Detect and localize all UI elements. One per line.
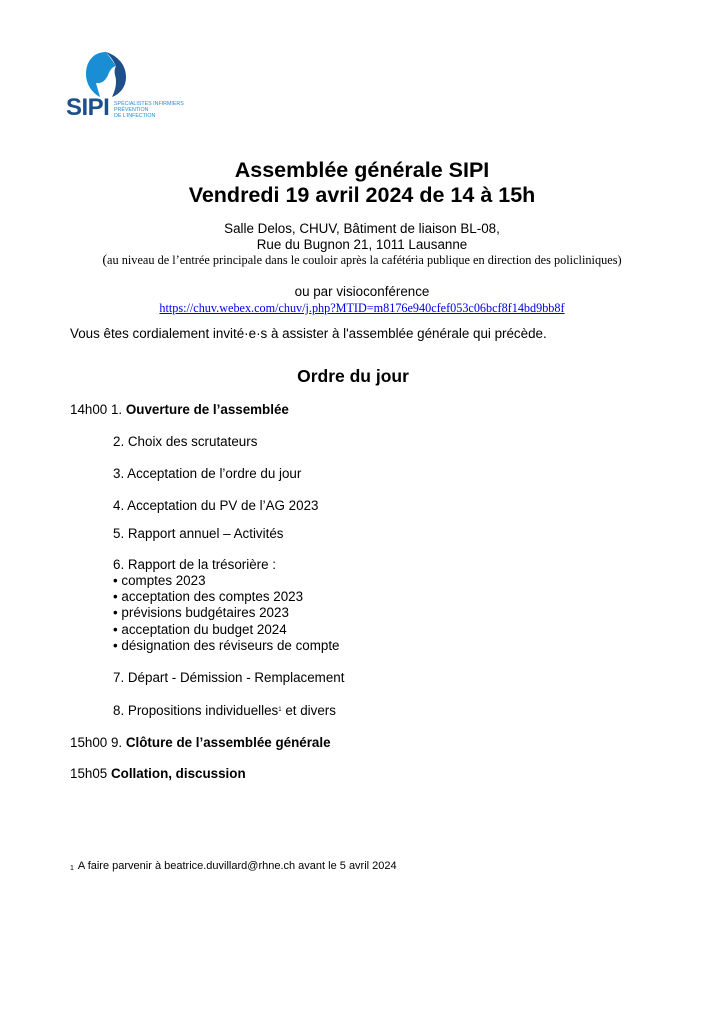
agenda-subitem: • comptes 2023: [113, 573, 206, 588]
agenda-subitem: • désignation des réviseurs de compte: [113, 638, 340, 653]
location-note-text: au niveau de l’entrée principale dans le couloir après la cafétéria publique en direction des policliniques): [107, 253, 622, 267]
agenda-subitem: • prévisions budgétaires 2023: [113, 605, 289, 620]
footnote-text: A faire parvenir à beatrice.duvillard@rhne.ch avant le 5 avril 2024: [77, 860, 397, 872]
agenda-subitem: • acceptation du budget 2024: [113, 622, 287, 637]
agenda-item-label: Ouverture de l’assemblée: [125, 402, 289, 417]
footnote-number: 1: [70, 865, 74, 872]
invitation-text: Vous êtes cordialement invité·e·s à assister à l'assemblée générale qui précède.: [70, 326, 547, 341]
agenda-title: Ordre du jour: [297, 366, 409, 386]
logo-wordmark: SIPI: [66, 94, 110, 121]
location-line-1: Salle Delos, CHUV, Bâtiment de liaison BL-08,: [224, 221, 500, 236]
agenda-item-label-end: et divers: [281, 703, 336, 718]
agenda-time: 14h00 1.: [70, 402, 126, 417]
agenda-item-2: 2. Choix des scrutateurs: [113, 434, 258, 449]
video-conference-label: ou par visioconférence: [294, 284, 430, 299]
agenda-item-10: [70, 766, 246, 783]
agenda-item-8: [113, 702, 336, 720]
sipi-logo: [64, 50, 194, 125]
location-note-paren: (: [102, 253, 108, 268]
footnote: [70, 860, 397, 872]
agenda-item-4: 4. Acceptation du PV de l’AG 2023: [113, 498, 319, 513]
agenda-item-label: Clôture de l’assemblée générale: [125, 735, 331, 750]
agenda-subitem: • acceptation des comptes 2023: [113, 589, 304, 604]
agenda-time: 15h00 9.: [70, 735, 126, 750]
agenda-item-6: 6. Rapport de la trésorière :: [113, 557, 277, 572]
location-note: [0, 253, 724, 269]
agenda-item-3: 3. Acceptation de l’ordre du jour: [113, 466, 302, 481]
webex-link[interactable]: https://chuv.webex.com/chuv/j.php?MTID=m8176e940cfef053c06bcf8f14bd9bb8f: [159, 301, 565, 315]
video-link-wrap: [0, 299, 724, 317]
document-date: Vendredi 19 avril 2024 de 14 à 15h: [188, 183, 536, 207]
sipi-logo-mark-icon: [82, 50, 130, 98]
agenda-item-label: 8. Propositions individuelles: [113, 703, 279, 718]
agenda-item-5: 5. Rapport annuel – Activités: [113, 526, 284, 541]
agenda-item-7: 7. Départ - Démission - Remplacement: [113, 670, 345, 685]
location-line-2: Rue du Bugnon 21, 1011 Lausanne: [256, 237, 468, 252]
agenda-time: 15h05: [70, 766, 111, 781]
logo-subtitle: [114, 101, 184, 119]
footnote-ref: 1: [278, 707, 282, 713]
logo-subtitle-line: SPÉCIALISTES INFIRMIERS: [114, 101, 184, 107]
logo-subtitle-line: PRÉVENTION: [114, 107, 149, 113]
document-title: Assemblée générale SIPI: [234, 158, 490, 182]
logo-subtitle-line: DE L'INFECTION: [114, 113, 156, 119]
agenda-item-1: [70, 402, 289, 419]
agenda-item-9: [70, 735, 331, 752]
agenda-item-label: Collation, discussion: [110, 766, 246, 781]
